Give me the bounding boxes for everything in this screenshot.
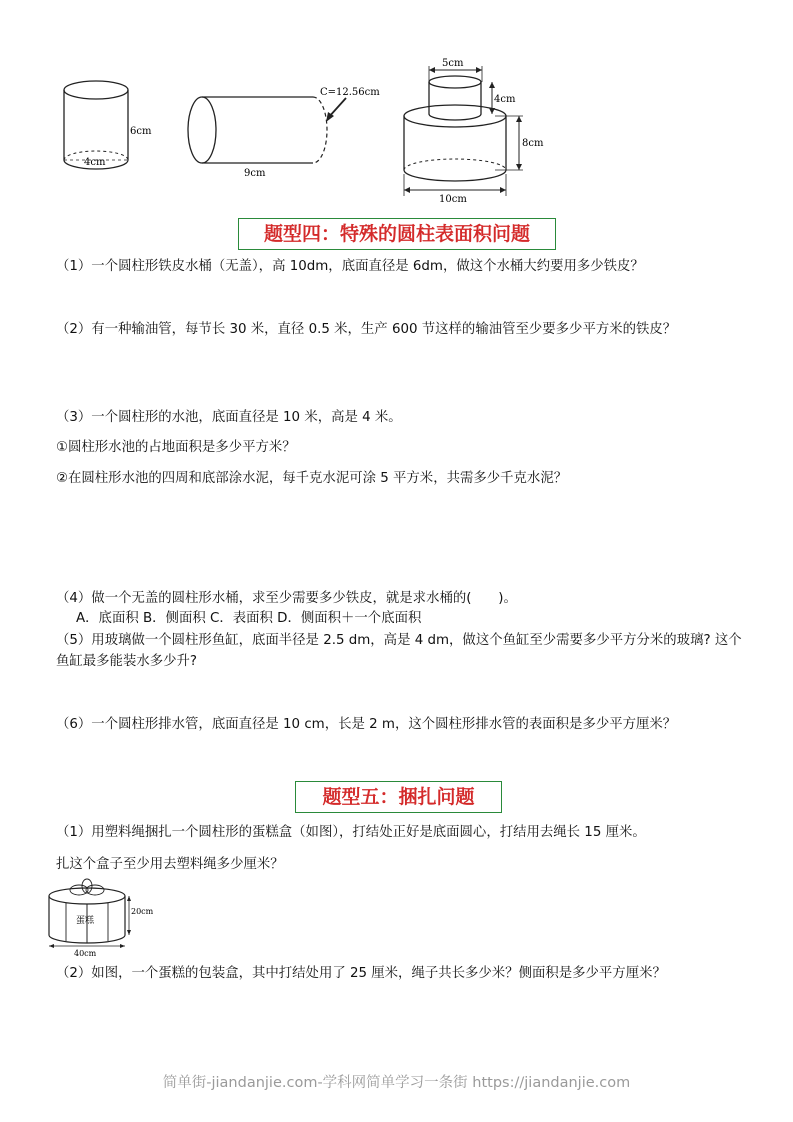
section5-q1: （1）用塑料绳捆扎一个圆柱形的蛋糕盒（如图），打结处正好是底面圆心，打结用去绳长 15 厘米。 [56, 825, 646, 840]
section5-title: 题型五：捆扎问题 [295, 781, 502, 813]
cyl1-diameter-label: 4cm [84, 157, 106, 168]
section4-title: 题型四：特殊的圆柱表面积问题 [238, 218, 556, 250]
cyl2-circumference-label: C=12.56cm [320, 87, 380, 98]
cake-diameter-label: 40cm [74, 949, 97, 958]
cyl3-bottom-height-label: 8cm [522, 138, 544, 149]
section5-q1b: 扎这个盒子至少用去塑料绳多少厘米？ [56, 857, 284, 872]
figure-cake-box [44, 876, 164, 960]
section4-q6: （6）一个圆柱形排水管，底面直径是 10 cm，长是 2 m，这个圆柱形排水管的表面积是多少平方厘米？ [56, 717, 677, 732]
section4-q1: （1）一个圆柱形铁皮水桶（无盖），高 10dm，底面直径是 6dm，做这个水桶大约要用多少铁皮？ [56, 259, 644, 274]
cyl3-top-height-label: 4cm [494, 94, 516, 105]
section4-q5: （5）用玻璃做一个圆柱形鱼缸，底面半径是 2.5 dm，高是 4 dm，做这个鱼缸至少需要多少平方分米的玻璃? 这个鱼缸最多能装水多少升? [56, 633, 742, 669]
footer: 简单街-jiandanjie.com-学科网简单学习一条街 https://jiandanjie.com [162, 1075, 631, 1091]
section4-q4-options: A．底面积 B．侧面积 C．表面积 D．侧面积＋一个底面积 [76, 611, 422, 626]
section4-q3a: ①圆柱形水池的占地面积是多少平方米？ [56, 440, 296, 455]
cake-label: 蛋糕 [76, 916, 95, 926]
section4-q4: （4）做一个无盖的圆柱形水桶，求至少需要多少铁皮，就是求水桶的( )。 [56, 591, 517, 606]
figure-cylinder-stacked [395, 56, 555, 206]
cyl1-height-label: 6cm [130, 126, 152, 137]
section4-q2: （2）有一种输油管，每节长 30 米，直径 0.5 米，生产 600 节这样的输油管至少要多少平方米的铁皮？ [56, 322, 677, 337]
figure-cylinder-upright [56, 72, 166, 184]
cyl3-bottom-diameter-label: 10cm [439, 194, 467, 205]
cyl2-length-label: 9cm [244, 168, 266, 179]
cyl3-top-diameter-label: 5cm [442, 58, 464, 69]
figure-cylinder-horizontal [180, 80, 380, 180]
section4-q3: （3）一个圆柱形的水池，底面直径是 10 米，高是 4 米。 [56, 410, 402, 425]
section4-q3b: ②在圆柱形水池的四周和底部涂水泥，每千克水泥可涂 5 平方米，共需多少千克水泥？ [56, 471, 568, 486]
section5-q2: （2）如图，一个蛋糕的包装盒，其中打结处用了 25 厘米，绳子共长多少米？侧面积是多少平方厘米？ [56, 966, 666, 981]
cake-height-label: 20cm [131, 907, 154, 916]
